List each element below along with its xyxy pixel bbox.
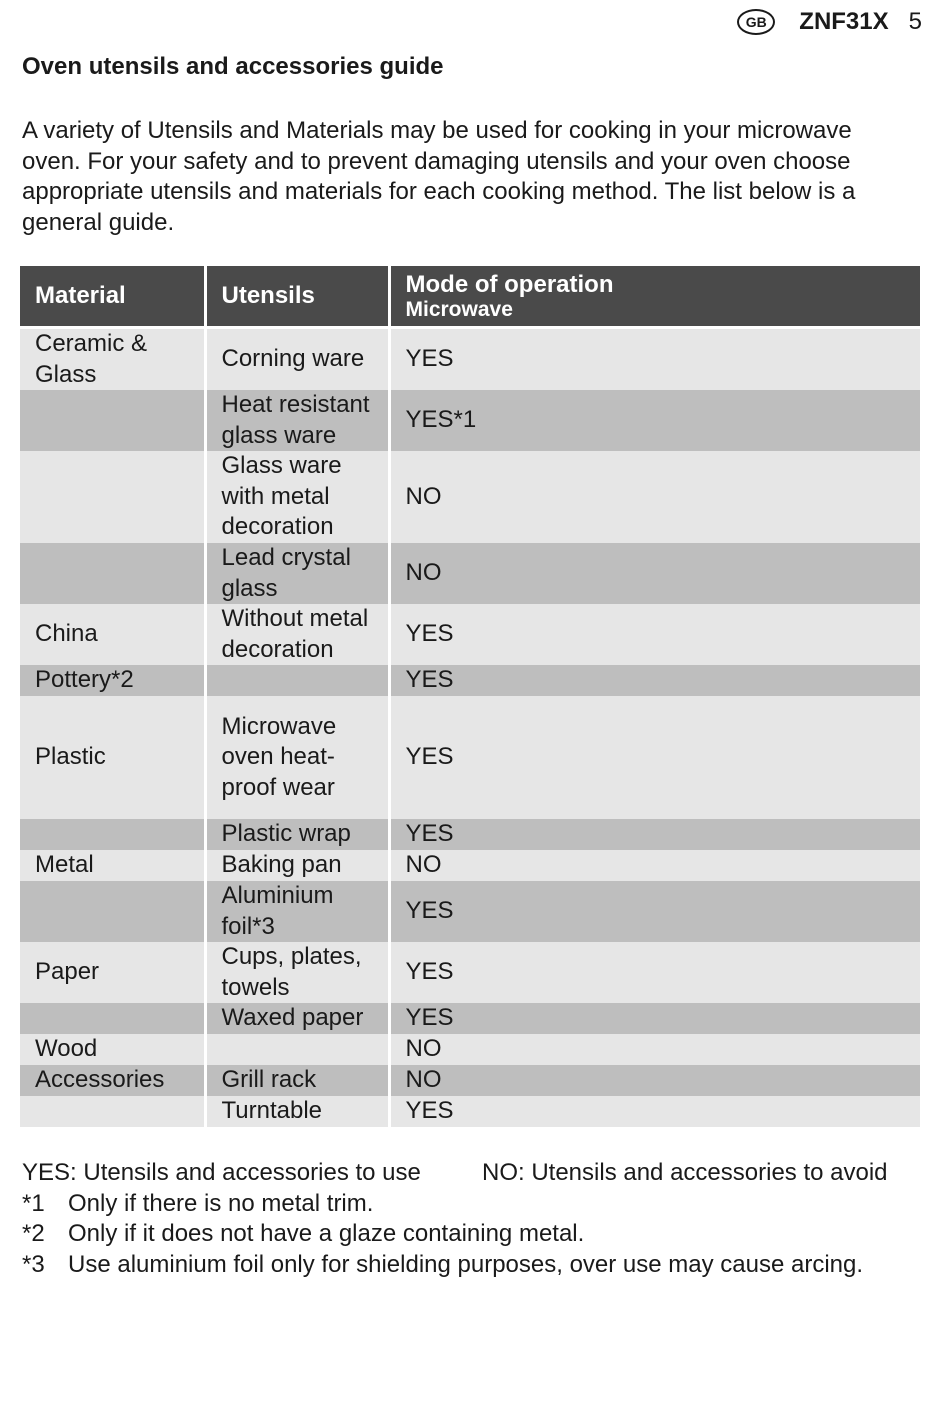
country-badge: GB — [737, 9, 775, 35]
value-cell: YES — [389, 1003, 920, 1034]
table-row — [20, 543, 920, 604]
legend-row — [22, 1158, 922, 1189]
utensil-cell: Corning ware — [205, 328, 389, 391]
material-cell: Accessories — [20, 1065, 205, 1096]
footnote-text: Only if it does not have a glaze containing metal. — [68, 1220, 585, 1247]
header-utensils: Utensils — [205, 266, 389, 328]
value-cell: NO — [389, 451, 920, 543]
value-cell: YES — [389, 881, 920, 942]
page-number: 5 — [908, 8, 922, 35]
footnote — [22, 1189, 922, 1220]
legend-yes: YES: Utensils and accessories to use — [22, 1159, 421, 1186]
value-cell: YES — [389, 819, 920, 850]
value-cell: NO — [389, 850, 920, 881]
utensil-cell: Lead crystal glass — [205, 543, 389, 604]
legend-no: NO: Utensils and accessories to avoid — [482, 1159, 888, 1186]
table-row — [20, 850, 920, 881]
utensil-cell: Baking pan — [205, 850, 389, 881]
utensil-cell: Glass ware with metal decoration — [205, 451, 389, 543]
material-cell — [20, 543, 205, 604]
value-cell: YES*1 — [389, 390, 920, 451]
utensil-cell: Cups, plates, towels — [205, 942, 389, 1003]
table-row — [20, 881, 920, 942]
material-cell: Plastic — [20, 696, 205, 819]
table-row — [20, 1065, 920, 1096]
value-cell: NO — [389, 1034, 920, 1065]
footnote-mark: *2 — [22, 1220, 45, 1247]
material-cell: Paper — [20, 942, 205, 1003]
table-row — [20, 696, 920, 819]
header-mode-sub: Microwave — [405, 298, 513, 321]
utensils-guide-table — [20, 266, 920, 1127]
table-row — [20, 390, 920, 451]
material-cell — [20, 1096, 205, 1127]
intro-paragraph: A variety of Utensils and Materials may be used for cooking in your microwave oven. For your safety and to prevent damaging utensils and your oven choose appropriate utensils and materials for each cooking method. The list below is a general guide. — [22, 117, 856, 236]
footnote — [22, 1219, 922, 1250]
table-header-row — [20, 266, 920, 328]
material-cell: Wood — [20, 1034, 205, 1065]
value-cell: YES — [389, 328, 920, 391]
header-material: Material — [20, 266, 205, 328]
material-cell — [20, 881, 205, 942]
table-row — [20, 328, 920, 391]
table-row — [20, 1034, 920, 1065]
utensil-cell: Aluminium foil*3 — [205, 881, 389, 942]
legend — [22, 1158, 922, 1280]
utensil-cell — [205, 665, 389, 696]
page-title: Oven utensils and accessories guide — [22, 53, 444, 80]
utensil-cell: Plastic wrap — [205, 819, 389, 850]
header-mode — [389, 266, 920, 328]
value-cell: YES — [389, 665, 920, 696]
value-cell: NO — [389, 1065, 920, 1096]
page-header — [737, 8, 922, 36]
utensil-cell: Grill rack — [205, 1065, 389, 1096]
material-cell: Ceramic & Glass — [20, 328, 205, 391]
material-cell: Metal — [20, 850, 205, 881]
table-row — [20, 1003, 920, 1034]
table-row — [20, 1096, 920, 1127]
header-mode-label: Mode of operation — [405, 271, 614, 298]
material-cell — [20, 1003, 205, 1034]
utensil-cell: Without metal decoration — [205, 604, 389, 665]
value-cell: YES — [389, 604, 920, 665]
model-number: ZNF31X — [799, 8, 889, 35]
value-cell: YES — [389, 942, 920, 1003]
table-row — [20, 604, 920, 665]
material-cell: Pottery*2 — [20, 665, 205, 696]
table-row — [20, 819, 920, 850]
footnote-mark: *1 — [22, 1189, 45, 1217]
material-cell — [20, 390, 205, 451]
utensil-cell — [205, 1034, 389, 1065]
utensil-cell: Waxed paper — [205, 1003, 389, 1034]
value-cell: NO — [389, 543, 920, 604]
footnote-text: Use aluminium foil only for shielding purposes, over use may cause arcing. — [68, 1250, 864, 1278]
footnote — [22, 1250, 922, 1281]
material-cell: China — [20, 604, 205, 665]
material-cell — [20, 451, 205, 543]
table-row — [20, 451, 920, 543]
utensil-cell: Heat resistant glass ware — [205, 390, 389, 451]
table-row — [20, 665, 920, 696]
value-cell: YES — [389, 1096, 920, 1127]
footnote-mark: *3 — [22, 1250, 45, 1278]
utensil-cell: Turntable — [205, 1096, 389, 1127]
utensil-cell: Microwave oven heat-proof wear — [205, 696, 389, 819]
table-row — [20, 942, 920, 1003]
value-cell: YES — [389, 696, 920, 819]
footnote-text: Only if there is no metal trim. — [68, 1189, 374, 1217]
material-cell — [20, 819, 205, 850]
